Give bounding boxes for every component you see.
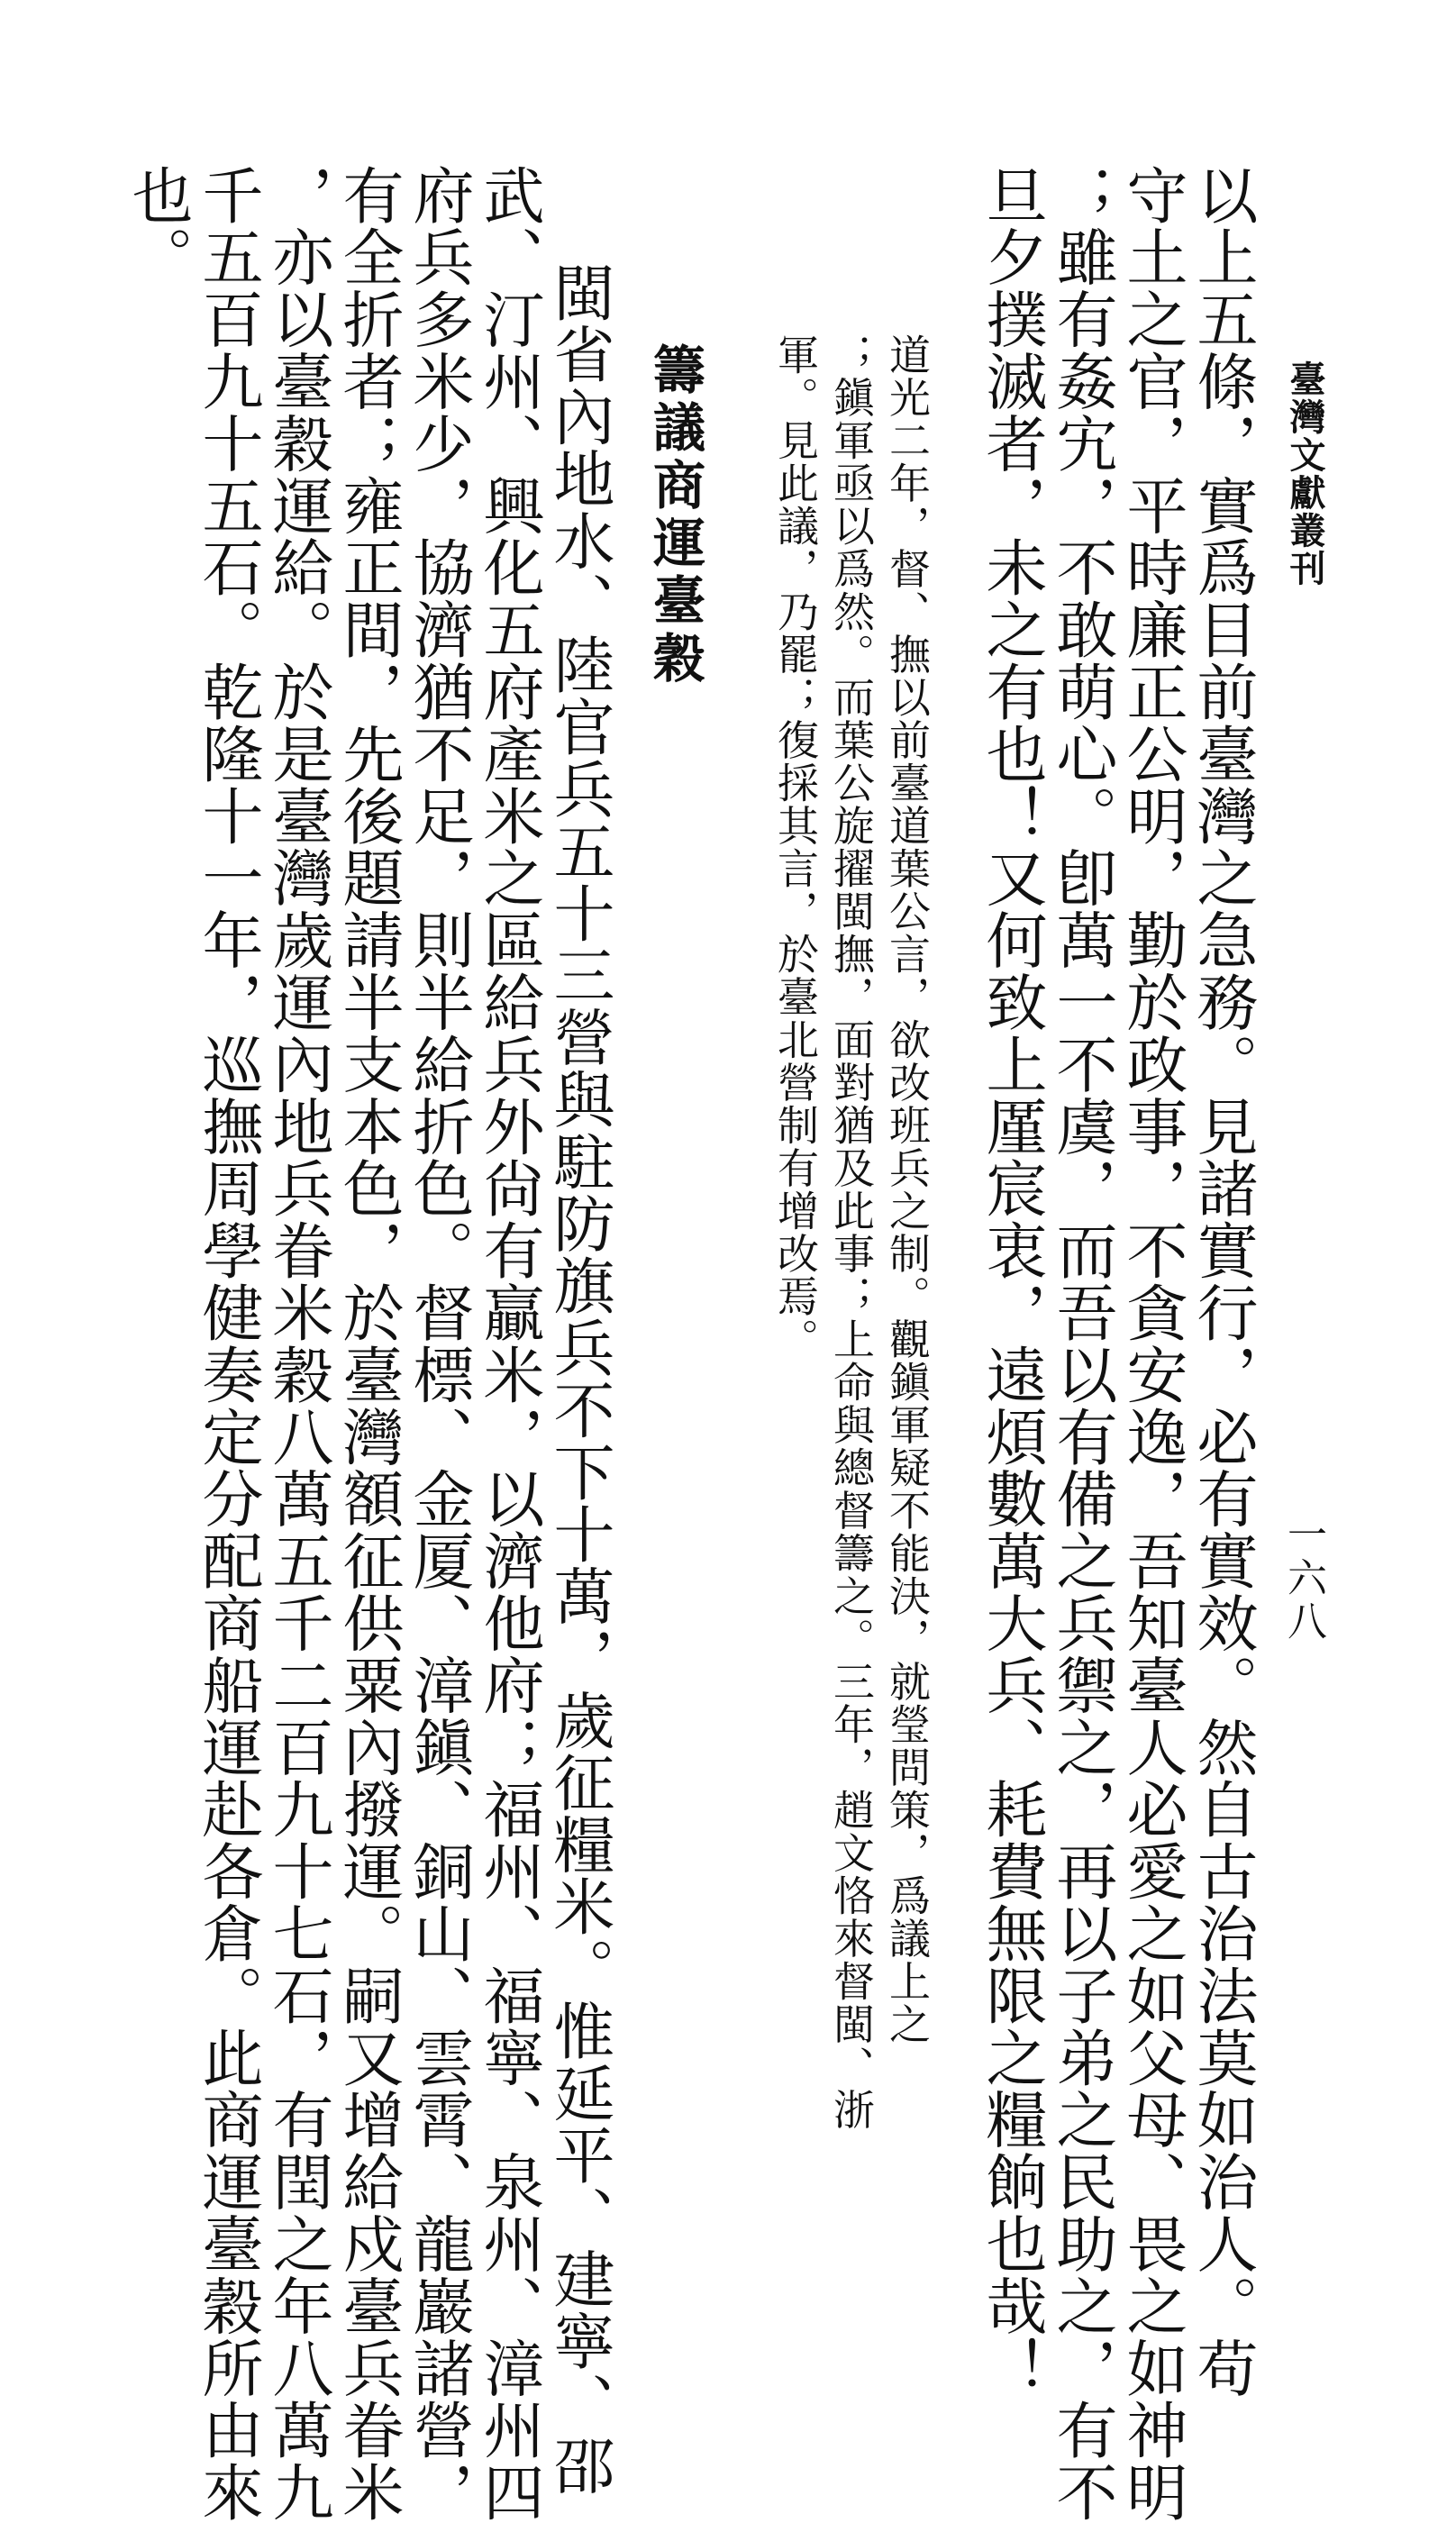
section-text-line: 武、汀州、興化五府產米之區給兵外尙有贏米，以濟他府；福州、福寧、泉州、漳州四 [473, 164, 544, 2523]
main-text-line: ；雖有姦宄，不敢萌心。卽萬一不虞，而吾以有備之兵禦之，再以子弟之民助之，有不 [1046, 164, 1117, 2523]
main-text-line: 守土之官，平時廉正公明，勤於政事，不貪安逸，吾知臺人必愛之如父母、畏之如神明 [1116, 164, 1188, 2523]
running-header-title: 臺灣文獻叢刊 [1284, 360, 1326, 587]
section-text-line: ，亦以臺穀運給。於是臺灣歲運內地兵眷米穀八萬五千二百九十七石，有閏之年八萬九 [262, 164, 333, 2523]
section-heading: 籌議商運臺穀 [644, 342, 705, 688]
note-text-line: ；鎭軍亟以爲然。而葉公旋擢閩撫，面對猶及此事；上命與總督籌之。三年，趙文恪來督閩、浙 [827, 333, 876, 2131]
page-number: 一六八 [1280, 1514, 1326, 1644]
section-text-line: 閩省內地水、陸官兵五十三營與駐防旗兵不下十萬，歲征糧米。惟延平、建寧、邵 [543, 261, 614, 2497]
main-text-line: 以上五條，實爲目前臺灣之急務。見諸實行，必有實效。然自古治法莫如治人。苟 [1187, 164, 1258, 2400]
section-text-line: 府兵多米少，協濟猶不足，則半給折色。督標、金厦、漳鎭、銅山、雲霄、龍巖諸營， [403, 164, 474, 2523]
section-text-line: 也。 [122, 164, 193, 288]
section-text-line: 千五百九十五石。乾隆十一年，巡撫周學健奏定分配商船運赴各倉。此商運臺穀所由來 [192, 164, 263, 2523]
note-text-line: 軍。見此議，乃罷；復採其言，於臺北營制有增改焉。 [771, 333, 820, 1361]
note-text-line: 道光二年，督、撫以前臺道葉公言，欲改班兵之制。觀鎭軍疑不能決，就瑩問策，爲議上之 [883, 333, 932, 2045]
section-text-line: 有全折者；雍正間，先後題請半支本色，於臺灣額征供粟內撥運。嗣又增給戍臺兵眷米 [332, 164, 404, 2523]
main-text-line: 旦夕撲滅者，未之有也！又何致上厪宸衷，遠煩數萬大兵、耗費無限之糧餉也哉！ [976, 164, 1047, 2400]
